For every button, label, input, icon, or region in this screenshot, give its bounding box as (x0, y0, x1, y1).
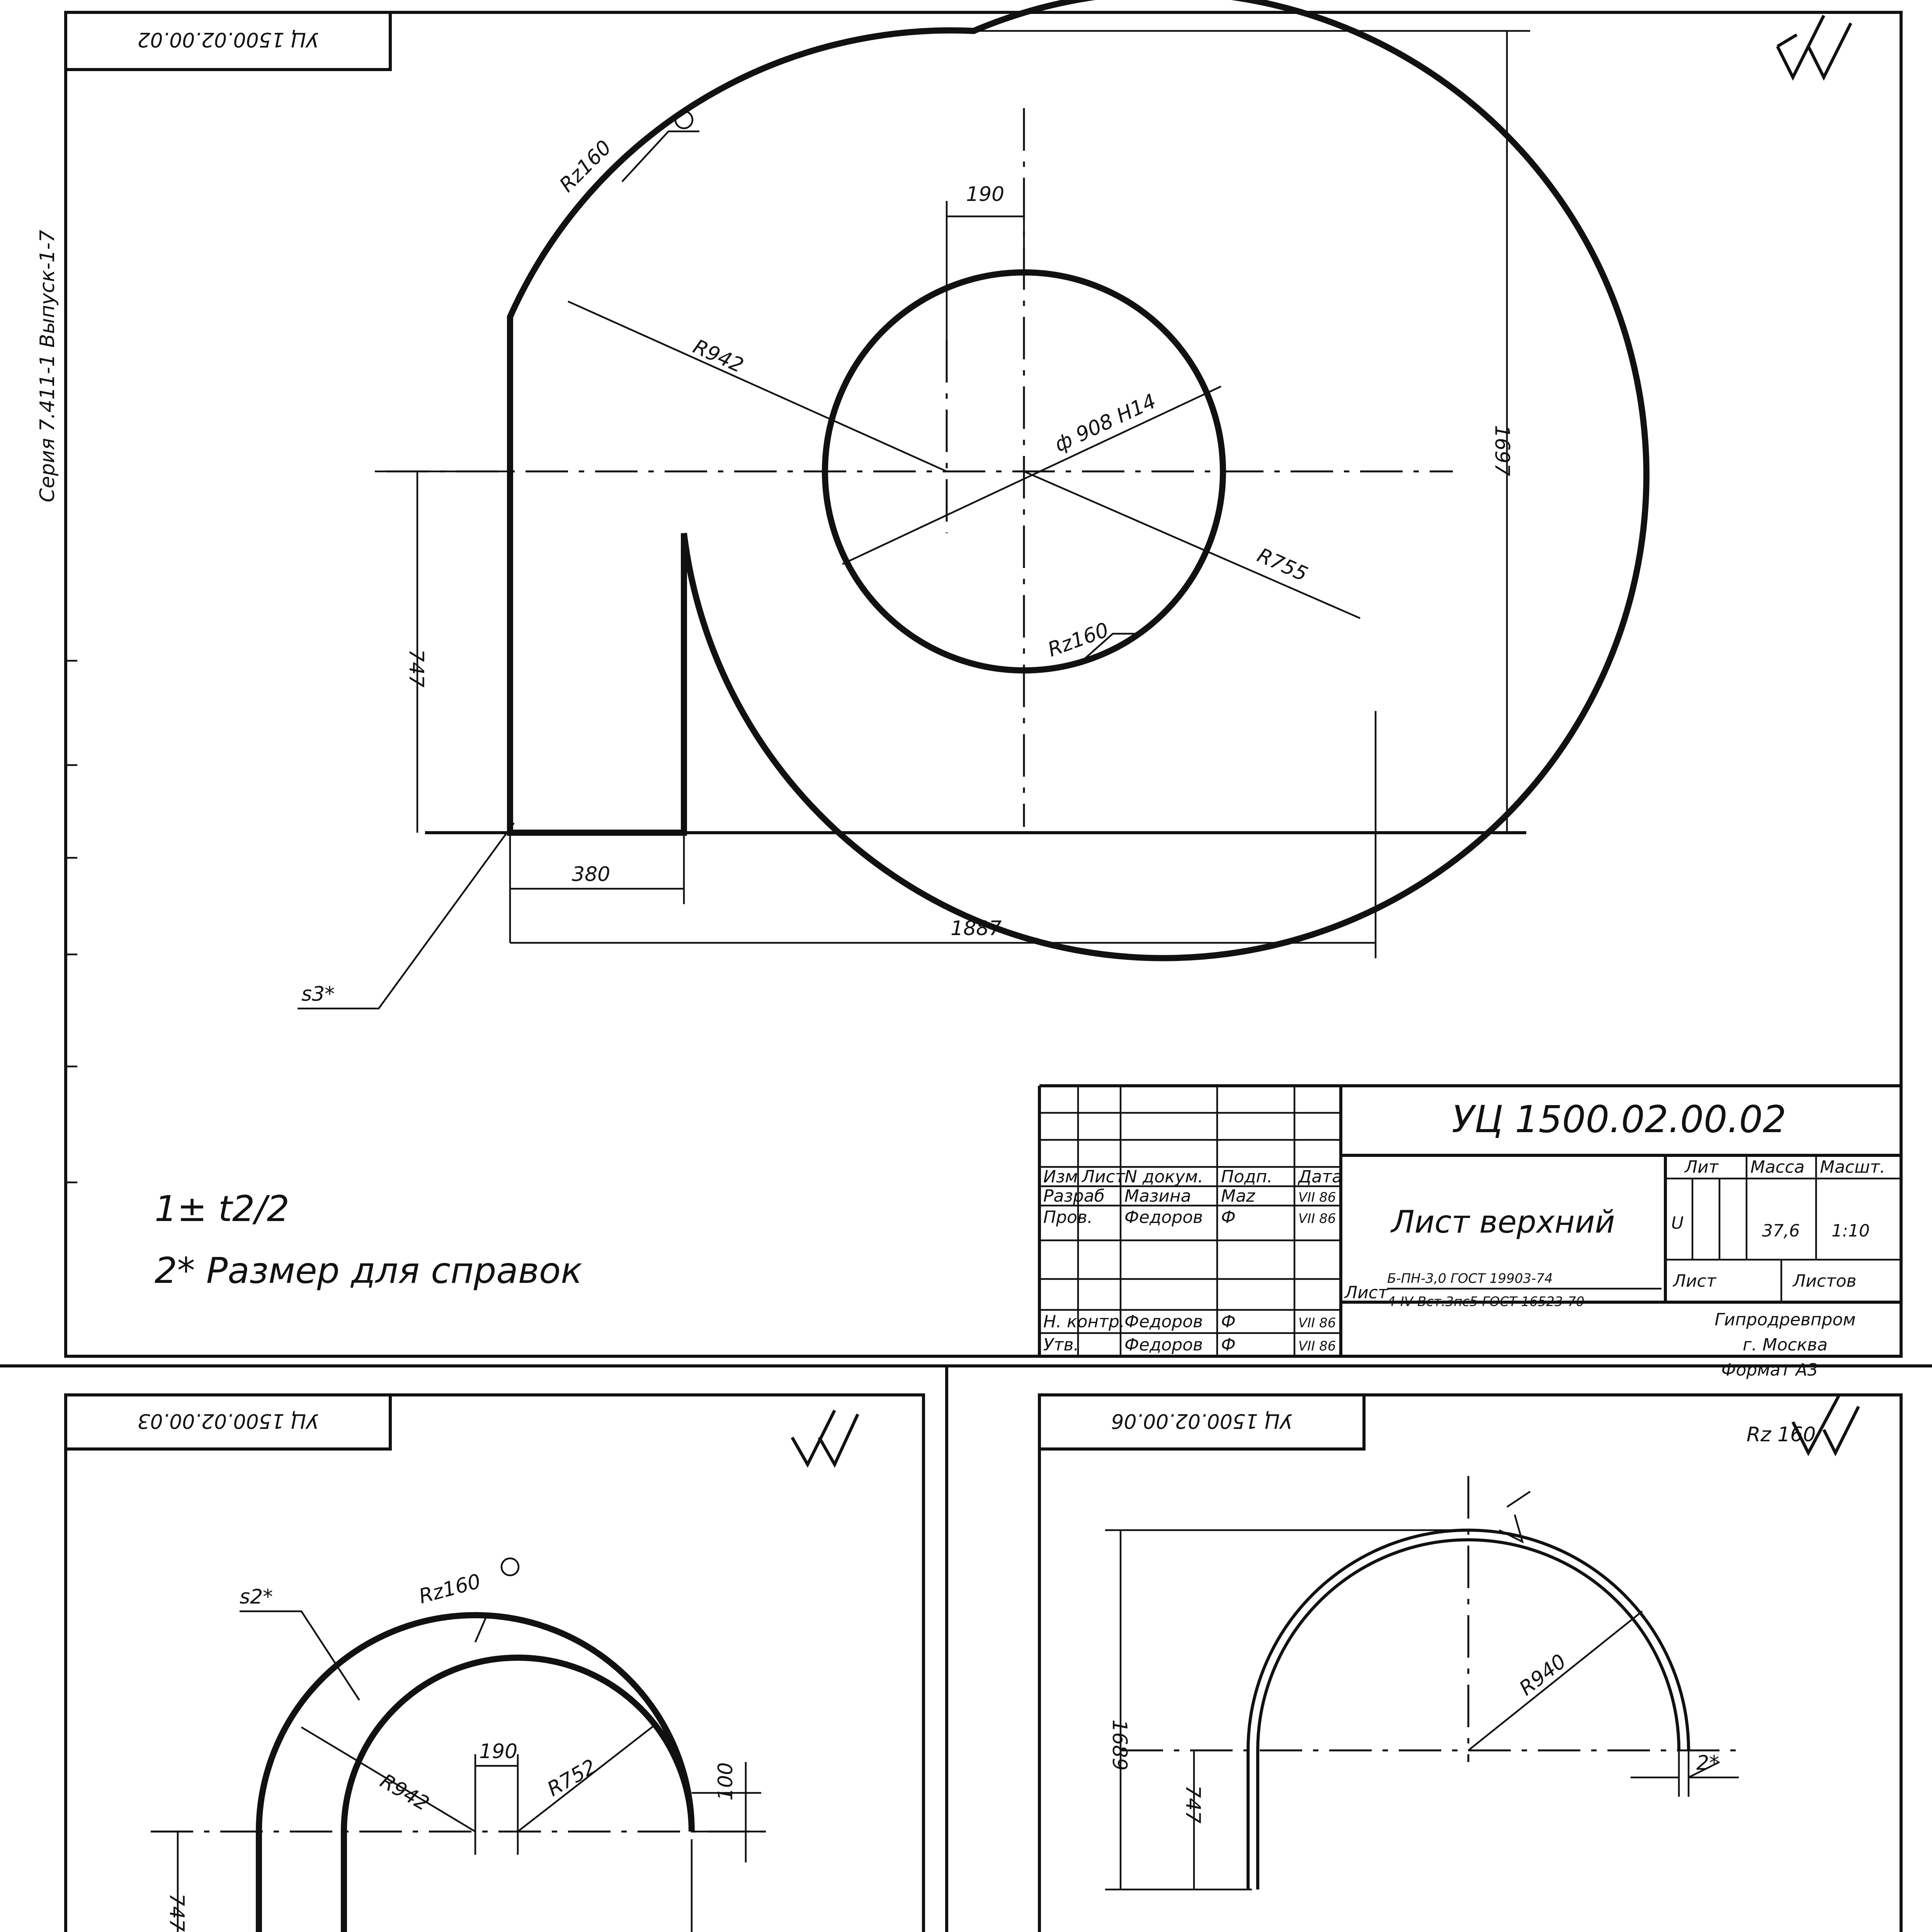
tb1-sheets-label: Листов (1793, 1271, 1857, 1291)
sheet-2-thickness-leader (240, 1611, 359, 1700)
tb1-head-sign: Подп. (1221, 1167, 1273, 1187)
sheet-1-note-1: 1± t2/2 (155, 1188, 289, 1230)
tb1-role-2: Н. контр. (1043, 1312, 1125, 1332)
dim-747-lines (375, 471, 514, 833)
sheet-3-dim-1689-lines (1105, 1530, 1468, 1889)
tb1-name-3: Федоров (1124, 1335, 1203, 1355)
sheet-2-surface-finish-icon (792, 1410, 858, 1464)
volute-outer-contour (510, 0, 1646, 958)
rz-top-leader (622, 131, 699, 182)
tb1-head-list: Лист (1082, 1167, 1125, 1187)
rz-inner-label: Rz160 (1044, 618, 1112, 662)
sheet-2-rz-circle (502, 1558, 519, 1575)
tb1-material-prefix: Лист (1345, 1283, 1388, 1303)
tb1-name-2: Федоров (1124, 1312, 1203, 1332)
tb1-sign-2: Ф (1221, 1312, 1236, 1332)
sheet-2-rz-leader (464, 1615, 487, 1642)
sheet-2-dim-r942: R942 (376, 1769, 433, 1816)
tb1-name-0: Мазина (1124, 1186, 1191, 1206)
sheet-1-format: Формат А3 (1721, 1360, 1818, 1380)
tb1-date-3: VII 86 (1298, 1338, 1336, 1354)
dim-1887: 1887 (951, 917, 1002, 940)
tb1-name: Лист верхний (1391, 1204, 1615, 1240)
tb1-role-3: Утв. (1043, 1335, 1079, 1355)
sheet-3-frame (1039, 1395, 1901, 1932)
sheet-3-dim-1689: 1689 (1108, 1719, 1131, 1771)
tb1-material-top: Б-ПН-3,0 ГОСТ 19903-74 (1387, 1271, 1553, 1286)
thickness-leader (298, 823, 514, 1009)
tb1-code: УЦ 1500.02.00.02 (1452, 1098, 1786, 1141)
sheet-2-frame (66, 1395, 923, 1932)
diameter-line (842, 386, 1221, 564)
tb1-lit-label: Лит (1685, 1157, 1719, 1177)
wall-arch-ends (1679, 1750, 1689, 1797)
sheet-1-margin-ticks (66, 661, 77, 1182)
tb1-mass-label: Масса (1750, 1157, 1805, 1177)
sheet-3-dim-r940: R940 (1515, 1650, 1571, 1701)
dim-r942: R942 (689, 335, 747, 378)
sheet-3-dim-2-lines (1631, 1762, 1739, 1777)
sheet-2 (23, 1395, 923, 1932)
dim-r755: R755 (1253, 544, 1311, 586)
sheet-3-radius-line (1468, 1611, 1642, 1750)
sheet-2-dim-190: 190 (479, 1740, 518, 1763)
sheet-1-title-block (1039, 1086, 1901, 1356)
sheet-2-dim-747: 747 (165, 1893, 188, 1932)
sheet-1-note-2: 2* Размер для справок (155, 1250, 582, 1291)
sheet-2-dim-s2: s2* (240, 1585, 273, 1609)
tb1-mass: 37,6 (1762, 1221, 1800, 1241)
sheet-1 (36, 0, 1901, 1380)
dim-d908: ф 908 H14 (1051, 389, 1160, 457)
sheet-3-dim-747-lines (1105, 1750, 1252, 1889)
tb1-head-date: Дата (1298, 1167, 1342, 1187)
dim-1697-lines (974, 31, 1530, 833)
radius-755-line (1024, 471, 1360, 618)
sheet-3-stamp: УЦ 1500.02.00.06 (1111, 1409, 1293, 1432)
tb1-lit: U (1671, 1213, 1684, 1233)
tb1-sign-0: Maz (1221, 1186, 1255, 1206)
tb1-material-bottom: 4-IV Вст.3пс5 ГОСТ 16523-70 (1387, 1294, 1585, 1310)
tb1-date-1: VII 86 (1298, 1211, 1336, 1226)
tb1-date-0: VII 86 (1298, 1190, 1336, 1205)
dim-190: 190 (966, 183, 1005, 206)
dim-747: 747 (405, 649, 428, 688)
tb1-role-0: Разраб (1043, 1186, 1105, 1206)
tb1-sign-3: Ф (1221, 1335, 1236, 1355)
tb1-sheet-label: Лист (1673, 1271, 1716, 1291)
sheet-2-dim-r752: R752 (543, 1755, 600, 1801)
dim-1697: 1697 (1490, 425, 1514, 476)
dim-s3: s3* (301, 983, 335, 1006)
rz-top-label: Rz160 (555, 136, 616, 197)
dim-380-lines (510, 833, 684, 943)
tb1-name-1: Федоров (1124, 1208, 1203, 1227)
sheet-2-stamp: УЦ 1500.02.00.03 (137, 1409, 319, 1432)
sheet-1-stamp: УЦ 1500.02.00.02 (137, 28, 319, 51)
tb1-sign-1: Ф (1221, 1208, 1236, 1227)
sheet-3-dim-2: 2* (1696, 1752, 1719, 1775)
tb1-head-izm: Изм (1043, 1167, 1078, 1187)
tb1-scale: 1:10 (1832, 1221, 1870, 1241)
sheet-2-rz: Rz160 (416, 1570, 483, 1609)
sheet-3 (989, 1395, 1901, 1932)
tb1-scale-label: Масшт. (1820, 1157, 1885, 1177)
tb1-org: Гипродревпром (1714, 1310, 1856, 1330)
surface-finish-icon (1777, 15, 1851, 77)
dim-380: 380 (572, 863, 611, 886)
sheet-2-dim-100: 100 (714, 1762, 737, 1801)
tb1-head-ndoc: N докум. (1124, 1167, 1204, 1187)
sheet-1-series-label: Серия 7.411-1 Выпуск-1-7 (36, 230, 59, 502)
tb1-city: г. Москва (1743, 1335, 1828, 1355)
sheet-3-dim-747: 747 (1181, 1785, 1204, 1824)
tb1-role-1: Пров. (1043, 1208, 1093, 1227)
dim-190-lines (475, 1754, 518, 1855)
sheet-3-rz: Rz 160 (1747, 1423, 1816, 1446)
tb1-date-2: VII 86 (1298, 1315, 1336, 1331)
